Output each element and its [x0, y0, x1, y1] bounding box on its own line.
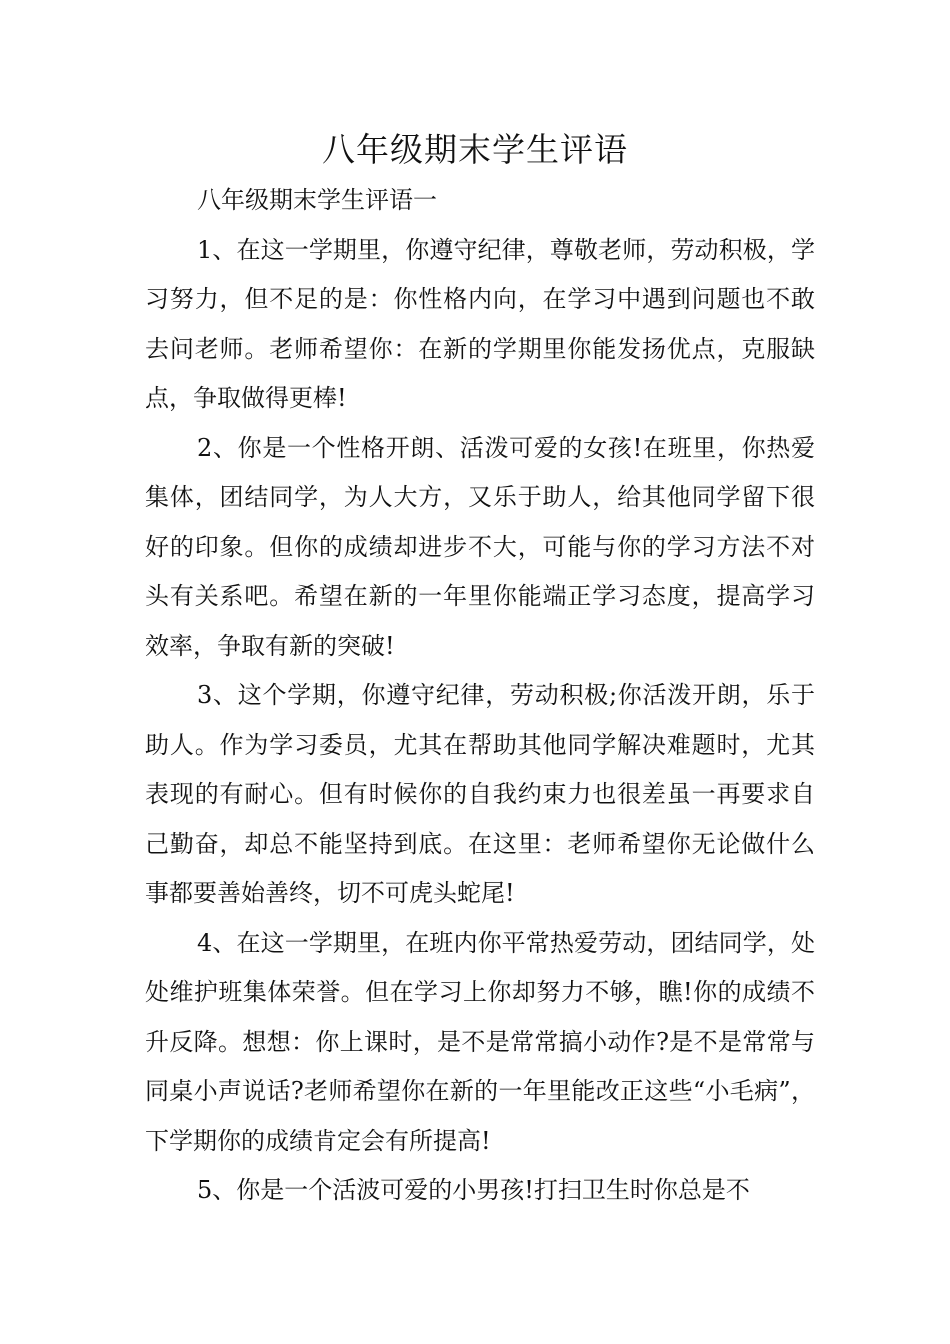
- document-body: [145, 176, 815, 1216]
- paragraph-2: 2、你是一个性格开朗、活泼可爱的女孩!在班里，你热爱集体，团结同学，为人大方，又乐于助人，给其他同学留下很好的印象。但你的成绩却进步不大，可能与你的学习方法不对头有关系吧。希望在新的一年里你能端正学习态度，提高学习效率，争取有新的突破!: [145, 433, 815, 660]
- paragraph-4: 4、在这一学期里，在班内你平常热爱劳动，团结同学，处处维护班集体荣誉。但在学习上你却努力不够，瞧!你的成绩不升反降。想想：你上课时，是不是常常搞小动作?是不是常常与同桌小声说话?老师希望你在新的一年里能改正这些“小毛病”，下学期你的成绩肯定会有所提高!: [145, 928, 815, 1155]
- section-subtitle: 八年级期末学生评语一: [197, 186, 437, 214]
- paragraph-5: 5、你是一个活波可爱的小男孩!打扫卫生时你总是不: [197, 1176, 750, 1204]
- paragraph-3: 3、这个学期，你遵守纪律，劳动积极;你活泼开朗，乐于助人。作为学习委员，尤其在帮助其他同学解决难题时，尤其表现的有耐心。但有时候你的自我约束力也很差虽一再要求自己勤奋，却总不能坚持到底。在这里：老师希望你无论做什么事都要善始善终，切不可虎头蛇尾!: [145, 681, 815, 907]
- paragraph-1: 1、在这一学期里，你遵守纪律，尊敬老师，劳动积极，学习努力，但不足的是：你性格内向，在学习中遇到问题也不敢去问老师。老师希望你：在新的学期里你能发扬优点，克服缺点，争取做得更棒!: [145, 235, 815, 412]
- document-title: 八年级期末学生评语: [322, 130, 628, 169]
